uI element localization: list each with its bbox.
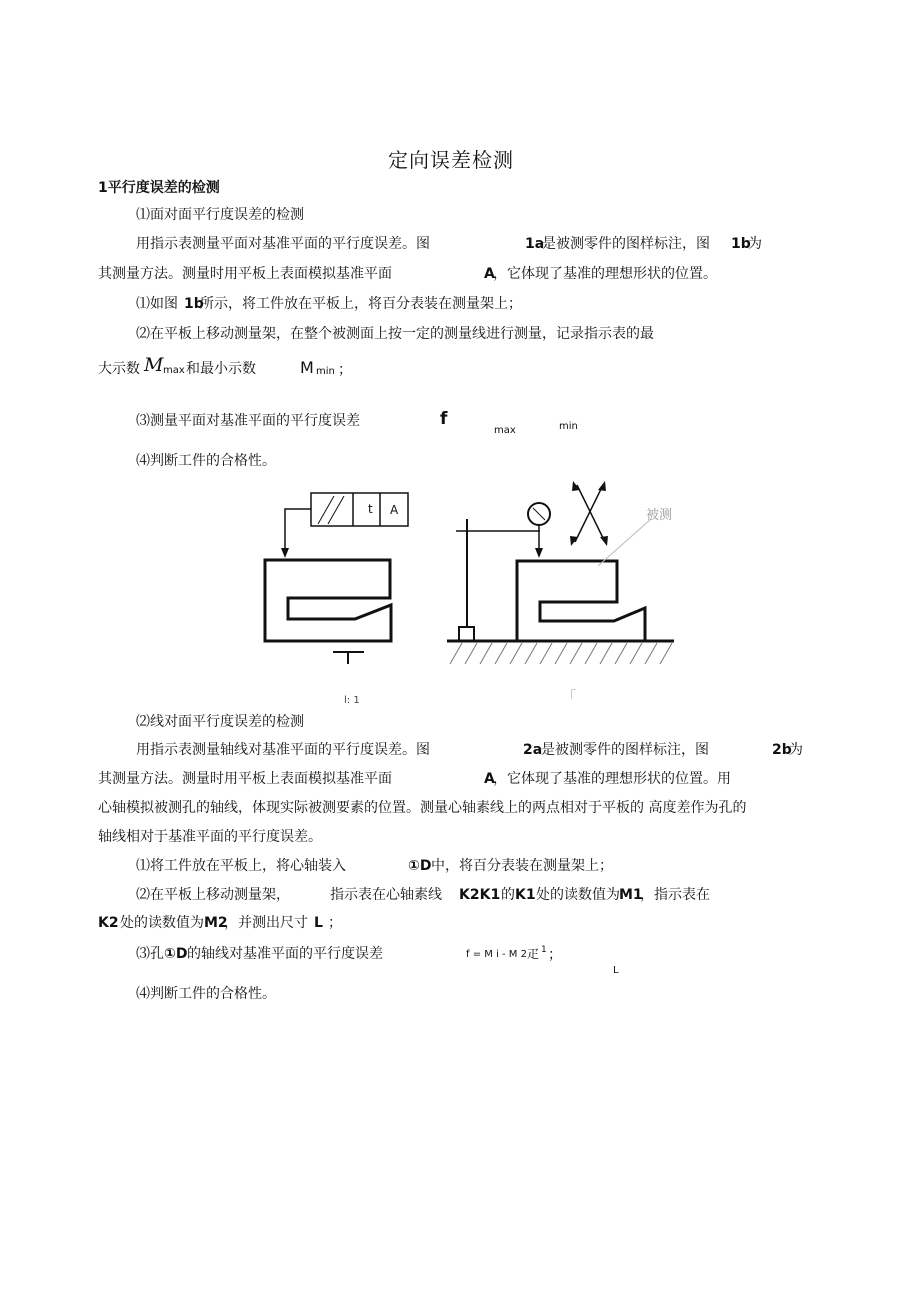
caption-a: l: 1 — [344, 695, 360, 706]
step-text: ⑷判断工件的合格性。 — [136, 453, 276, 469]
figure-1b — [447, 481, 674, 664]
line-label: K2K1 — [459, 887, 501, 903]
point-label: K1 — [515, 887, 536, 903]
reading-label: M2 — [204, 915, 228, 931]
reading-label: M1 — [619, 887, 643, 903]
formula: f = M i - M 2 — [466, 949, 527, 960]
step-text: 处的读数值为 — [536, 887, 620, 903]
figure-ref: 1b — [184, 296, 204, 312]
section-heading: 1平行度误差的检测 — [98, 180, 220, 196]
paragraph-line: ，它体现了基准的理想形状的位置。 — [493, 266, 717, 282]
frame-datum: A — [390, 503, 399, 517]
paragraph-line: 是被测零件的图样标注，图 — [541, 742, 709, 758]
figure-ref: 1b — [731, 236, 751, 252]
paragraph-line: 用指示表测量轴线对基准平面的平行度误差。图 — [136, 742, 430, 758]
parallelism-symbol — [318, 496, 334, 524]
gauge-label: 被测 — [646, 508, 673, 523]
symbol-M: M — [300, 358, 314, 377]
figure-1a — [265, 493, 408, 664]
paragraph-line: 心轴模拟被测孔的轴线，体现实际被测要素的位置。测量心轴素线上的两点相对于平板的 高度差作为孔的 — [98, 800, 747, 816]
step-text: 指示表在心轴素线 — [330, 887, 442, 903]
stand-base — [459, 627, 474, 641]
figure-ref: 2b — [772, 742, 792, 758]
dimension-label: L — [314, 915, 323, 931]
page-title: 定向误差检测 — [388, 148, 514, 172]
step-text: ，指示表在 — [640, 887, 710, 903]
paragraph-line: ，它体现了基准的理想形状的位置。用 — [493, 771, 731, 787]
step-text: ⑵在平板上移动测量架， — [136, 887, 290, 903]
step-text: ⑷判断工件的合格性。 — [136, 986, 276, 1002]
frame-tolerance: t — [368, 502, 373, 516]
subsection-heading: ⑵线对面平行度误差的检测 — [136, 714, 304, 730]
step-text: ； — [338, 362, 352, 378]
step-text: ⑶孔 — [136, 946, 164, 962]
subscript-max: max — [163, 365, 185, 376]
datum-ref: A — [484, 771, 495, 787]
figure-ref: 2a — [523, 742, 543, 758]
formula-denominator: L — [613, 965, 619, 976]
step-text: ⑶测量平面对基准平面的平行度误差 — [136, 413, 360, 429]
leader-arrow — [281, 548, 289, 558]
formula-char: 疋 — [527, 947, 540, 961]
paragraph-line: 轴线相对于基准平面的平行度误差。 — [98, 829, 322, 845]
step-text: 处的读数值为 — [120, 915, 204, 931]
subsection-heading: ⑴面对面平行度误差的检测 — [136, 207, 304, 223]
subscript-min: min — [316, 366, 335, 377]
paragraph-line: 为 — [789, 742, 803, 758]
formula-superscript: 1 — [541, 945, 547, 955]
datum-ref: A — [484, 266, 495, 282]
hole-symbol: ①D — [164, 946, 188, 962]
paragraph-line: 其测量方法。测量时用平板上表面模拟基准平面 — [98, 266, 392, 282]
point-label: K2 — [98, 915, 119, 931]
symbol-f: f — [440, 409, 448, 429]
symbol-M: M — [144, 354, 164, 376]
plate-hatching — [450, 643, 672, 664]
paragraph-line: 是被测零件的图样标注，图 — [542, 236, 710, 252]
caption-b: 「 — [563, 690, 577, 705]
step-text: ⑴如图 — [136, 296, 178, 312]
step-text: 和最小示数 — [186, 361, 256, 377]
paragraph-line: 其测量方法。测量时用平板上表面模拟基准平面 — [98, 771, 392, 787]
step-text: ⑵在平板上移动测量架，在整个被测面上按一定的测量线进行测量，记录指示表的最 — [136, 326, 654, 342]
step-text: 所示，将工件放在平板上，将百分表装在测量架上； — [200, 296, 522, 312]
step-text: ； — [548, 947, 562, 963]
workpiece-outline — [517, 561, 645, 641]
subscript-min: min — [559, 421, 578, 432]
figure-ref: 1a — [525, 236, 545, 252]
step-text: 中，将百分表装在测量架上； — [431, 858, 613, 874]
step-text: 的 — [501, 887, 515, 903]
move-arrow-2 — [577, 485, 605, 542]
move-arrow-1 — [575, 485, 603, 542]
step-text: ，并测出尺寸 — [224, 915, 308, 931]
paragraph-line: 为 — [748, 236, 762, 252]
step-text: ； — [328, 915, 342, 931]
step-text: ⑴将工件放在平板上，将心轴装入 — [136, 858, 346, 874]
part-outline — [265, 560, 391, 641]
subscript-max: max — [494, 425, 516, 436]
step-text: 大示数 — [98, 361, 140, 377]
hole-symbol: ①D — [408, 858, 432, 874]
paragraph-line: 用指示表测量平面对基准平面的平行度误差。图 — [136, 236, 430, 252]
step-text: 的轴线对基准平面的平行度误差 — [187, 946, 383, 962]
